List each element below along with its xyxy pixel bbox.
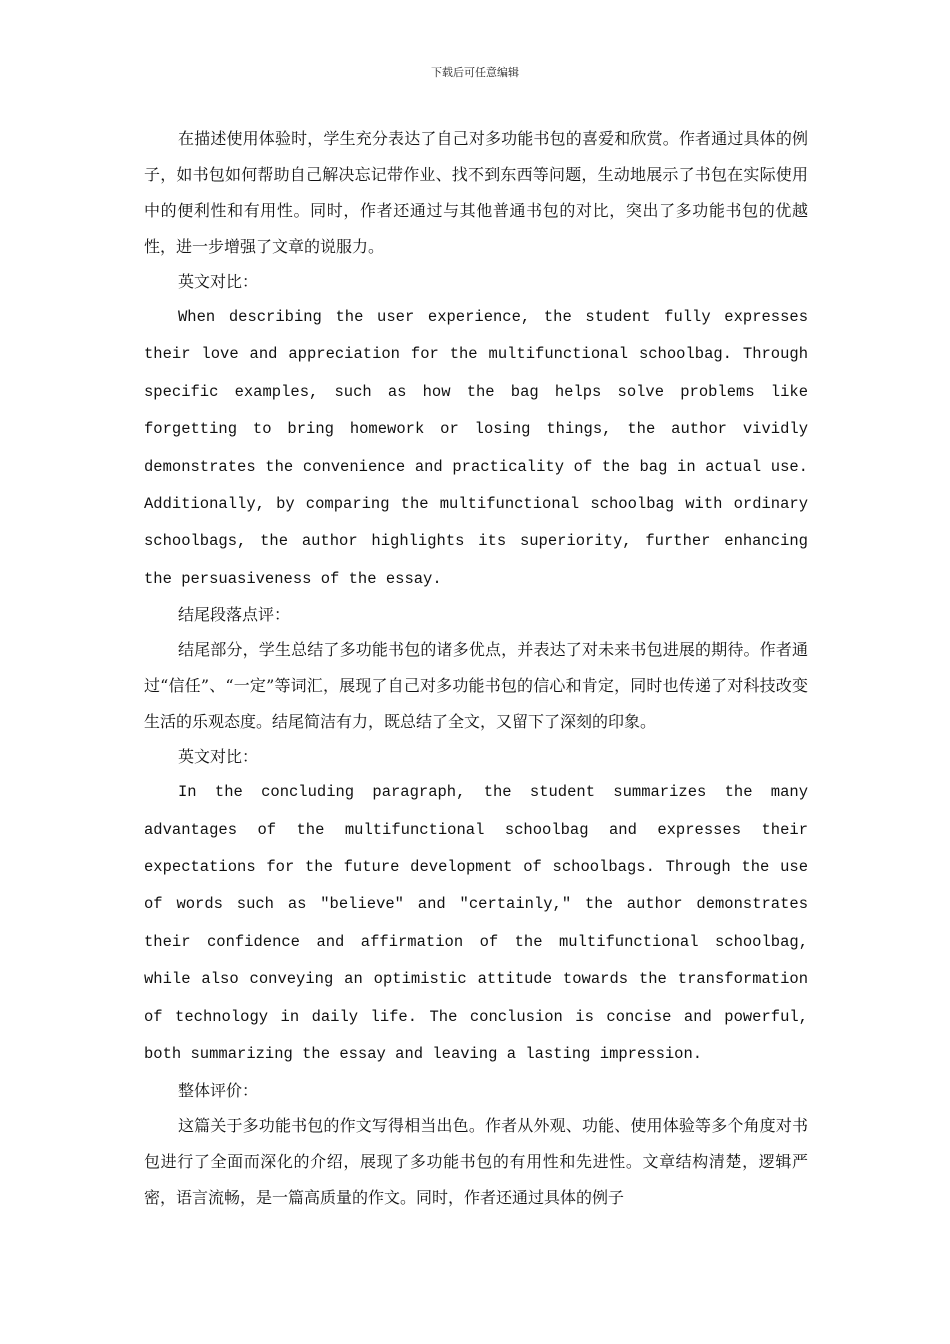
paragraph-english-conclusion: In the concluding paragraph, the student summarizes the many advantages of the multifunctional schoolbag and expresses their expectations for the future development of schoolbags. Through the use of words such as "believe" and "certainly," the author demonstrates their confidence and affirmation of the multifunctional schoolbag, while also conveying an optimistic attitude towards the transformation of technology in daily life. The conclusion is concise and powerful, both summarizing the essay and leaving a lasting impression. (144, 783, 808, 1064)
heading-english-comparison-2: 英文对比： (178, 747, 259, 767)
heading-english-comparison-1: 英文对比： (178, 272, 259, 291)
paragraph-user-experience-review: 在描述使用体验时，学生充分表达了自己对多功能书包的喜爱和欣赏。作者通过具体的例子，如书包如何帮助自己解决忘记带作业、找不到东西等问题，生动地展示了书包在实际使用中的便利性和有用性。同时，作者还通过与其他普通书包的对比，突出了多功能书包的优越性，进一步增强了文章的说服力。 (144, 129, 808, 256)
heading-ending-review: 结尾段落点评： (178, 605, 291, 625)
paragraph-overall-evaluation: 这篇关于多功能书包的作文写得相当出色。作者从外观、功能、使用体验等多个角度对书包进行了全面而深化的介绍，展现了多功能书包的有用性和先进性。文章结构清楚，逻辑严密，语言流畅，是一篇高质量的作文。同时，作者还通过具体的例子 (144, 1115, 808, 1207)
document-body (144, 121, 808, 1216)
paragraph-ending-review: 结尾部分，学生总结了多功能书包的诸多优点，并表达了对未来书包进展的期待。作者通过“信任”、“一定”等词汇，展现了自己对多功能书包的信心和肯定，同时也传递了对科技改变生活的乐观态度。结尾简洁有力，既总结了全文，又留下了深刻的印象。 (144, 640, 808, 732)
paragraph-english-user-experience: When describing the user experience, the student fully expresses their love and appreciation for the multifunctional schoolbag. Through specific examples, such as how the bag helps solve problems like forgetting to bring homework or losing things, the author vividly demonstrates the convenience and practicality of the bag in actual use. Additionally, by comparing the multifunctional schoolbag with ordinary schoolbags, the author highlights its superiority, further enhancing the persuasiveness of the essay. (144, 308, 808, 588)
heading-overall-evaluation: 整体评价： (178, 1080, 259, 1100)
page-header: 下载后可任意编辑 (431, 66, 519, 79)
